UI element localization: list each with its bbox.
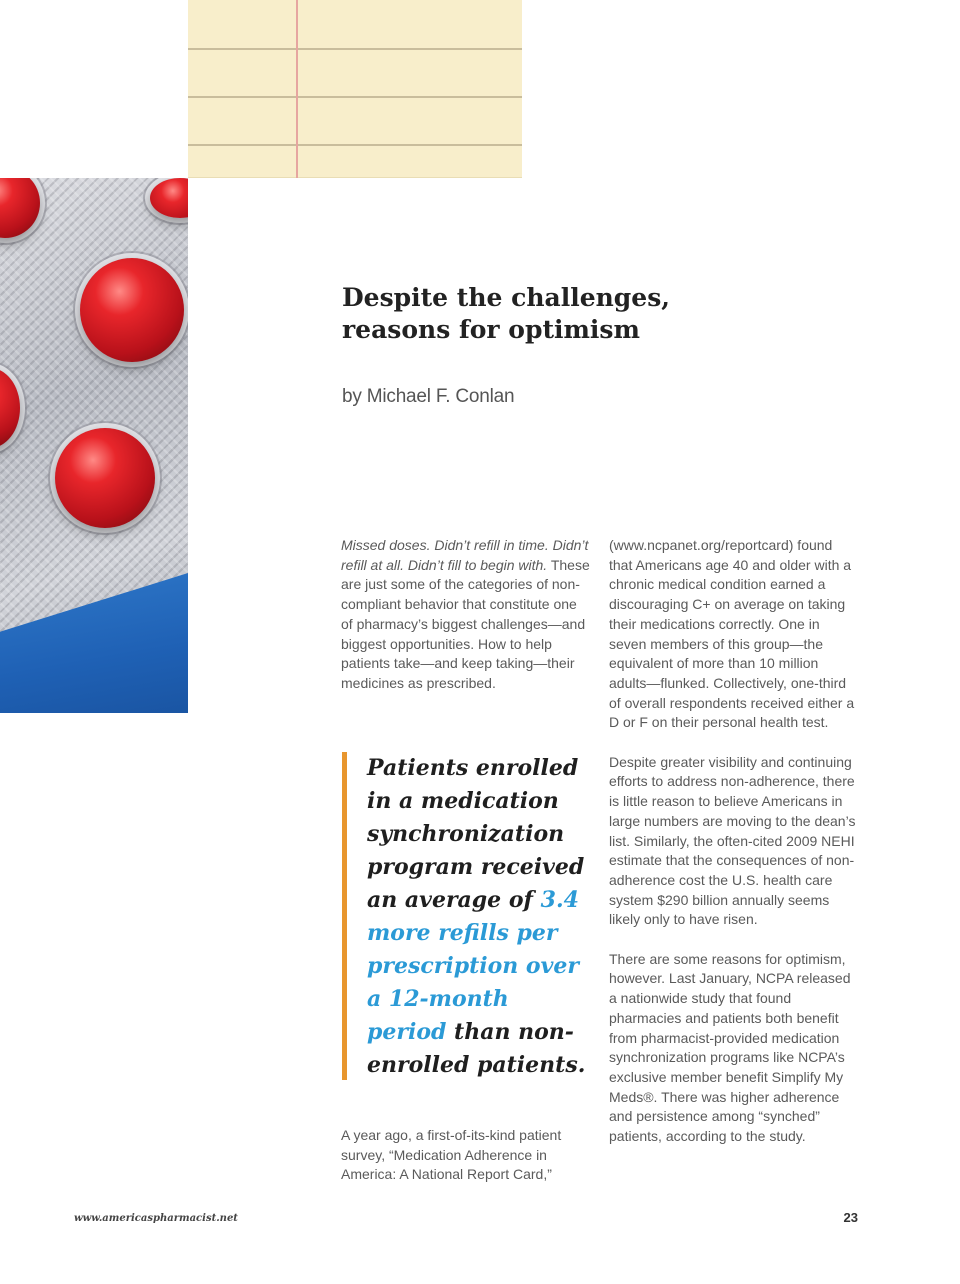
headline-line-1: Despite the challenges, [342,283,670,312]
article-byline: by Michael F. Conlan [342,386,515,407]
pull-quote [342,752,592,1080]
pull-quote-text-start: Patients enrolled in a medication synchronization program received an average of [367,755,585,913]
intro-paragraph [341,536,591,694]
survey-paragraph-start [341,1126,591,1185]
survey-paragraph-continued: (www.ncpanet.org/reportcard) found that Americans age 40 and older with a chronic medical condition earned a discouraging C+ on average on taking their medications correctly. One in seven members of this group—the equivalent of more than 10 million adults—flunked. Collectively, one-third of overall respondents received either a D or F on their personal health test. [609,537,855,731]
pull-quote-highlight: 3.4 more refills per prescription over a 12-month period [367,887,579,1045]
intro-italic-lead: Missed doses. Didn’t refill in time. Didn’t refill at all. Didn’t fill to begin with. [341,537,589,573]
headline-line-2: reasons for optimism [342,315,640,344]
visibility-paragraph: Despite greater visibility and continuing efforts to address non-adherence, there is little reason to believe Americans in large numbers are moving to the dean’s list. Similarly, the often-cited 2009 NEHI estimate that the consequences of non-adherence cost the U.S. health care system $290 billion annually seems likely only to have risen. [609,753,856,928]
page-number: 23 [843,1210,858,1225]
survey-paragraph-start-text: A year ago, a first-of-its-kind patient survey, “Medication Adherence in America: A National Report Card,” [341,1127,562,1183]
pull-quote-text-end: than non-enrolled patients. [367,1019,586,1078]
optimism-paragraph: There are some reasons for optimism, however. Last January, NCPA released a nationwide study that found pharmacies and patients both benefit from pharmacist-provided medication synchronization programs like NCPA’s exclusive member benefit Simplify My Meds®. There was higher adherence and persistence among “synched” patients, according to the study. [609,950,851,1145]
right-column [609,536,859,1147]
red-pills-blister-pack-image [0,178,188,713]
footer-website-url: www.americaspharmacist.net [74,1213,238,1224]
intro-text: These are just some of the categories of non-compliant behavior that constitute one of pharmacy’s biggest challenges—and biggest opportunities. How to help patients take—and keep taking—their medicines as prescribed. [341,556,590,691]
article-headline [342,282,862,346]
notepad-paper-image [188,0,522,178]
